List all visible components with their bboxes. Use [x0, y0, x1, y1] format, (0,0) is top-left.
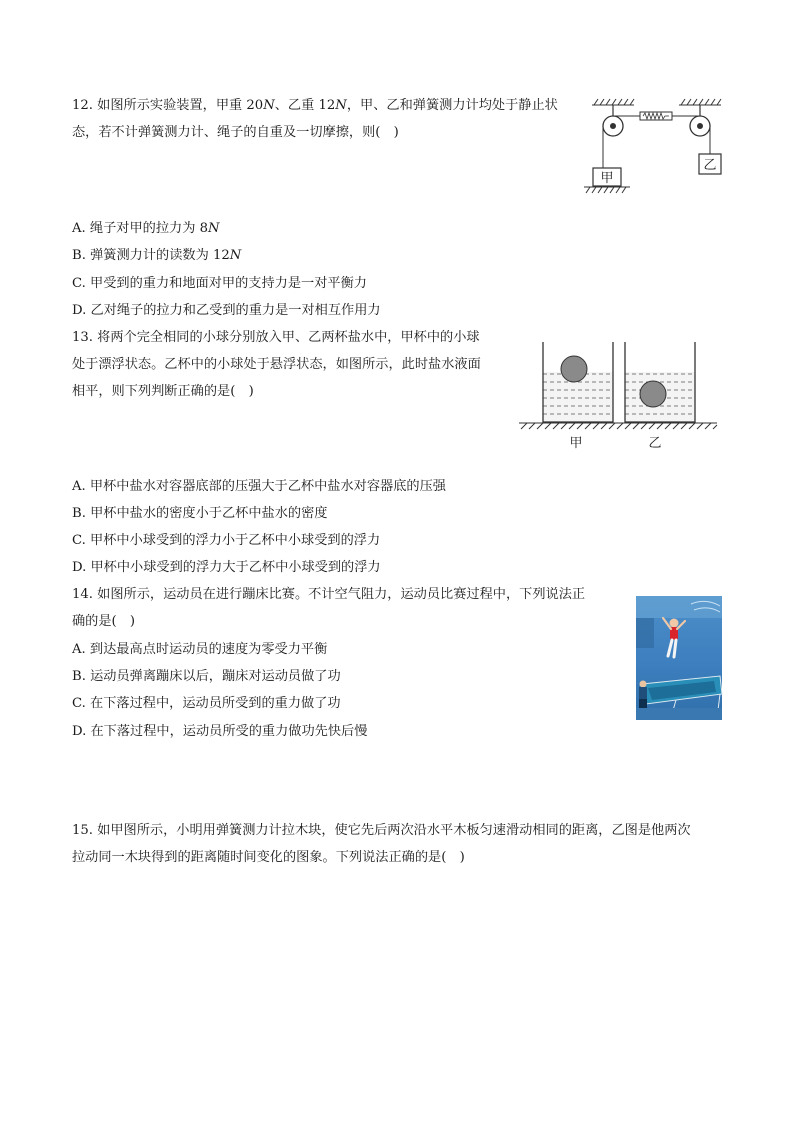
ceiling-hatch-left: [592, 99, 634, 105]
q13-option-d: D. 甲杯中小球受到的浮力大于乙杯中小球受到的浮力: [72, 560, 381, 575]
q14-stem-line1: 14. 如图所示，运动员在进行蹦床比赛。不计空气阻力，运动员比赛过程中，下列说法正: [72, 587, 586, 602]
cup-jia: [543, 342, 613, 422]
q14-stem-line2: 确的是( ): [72, 614, 136, 629]
cup-yi-label: 乙: [648, 436, 662, 451]
cup-yi: [625, 342, 695, 422]
q15-stem-line1: 15. 如甲图所示，小明用弹簧测力计拉木块，使它先后两次沿水平木板匀速滑动相同的距离，乙图是他两次: [72, 823, 691, 838]
q12-stem-line2: 态，若不计弹簧测力计、绳子的自重及一切摩擦，则( ): [72, 125, 399, 140]
ceiling-hatch-right: [679, 99, 721, 105]
cup-jia-label: 甲: [569, 436, 583, 451]
q13-option-a: A. 甲杯中盐水对容器底部的压强大于乙杯中盐水对容器底的压强: [72, 479, 446, 494]
q12-option-a: A. 绳子对甲的拉力为 8N: [72, 221, 220, 236]
q12-option-c: C. 甲受到的重力和地面对甲的支持力是一对平衡力: [72, 276, 367, 291]
q12-pulley-figure: [584, 96, 724, 196]
q15-stem-line2: 拉动同一木块得到的距离随时间变化的图象。下列说法正确的是( ): [72, 850, 465, 865]
ball-floating: [561, 356, 587, 382]
ball-suspended: [640, 381, 666, 407]
q12-stem-line1: 12. 如图所示实验装置，甲重 20N、乙重 12N，甲、乙和弹簧测力计均处于静止状: [72, 98, 558, 113]
spotter-figure: [639, 681, 647, 709]
table-hatch: [519, 423, 717, 429]
q12-option-d: D. 乙对绳子的拉力和乙受到的重力是一对相互作用力: [72, 303, 381, 318]
q12-option-b: B. 弹簧测力计的读数为 12N: [72, 248, 242, 263]
q13-stem-line3: 相平，则下列判断正确的是( ): [72, 384, 254, 399]
q14-option-b: B. 运动员弹离蹦床以后，蹦床对运动员做了功: [72, 669, 341, 684]
q14-option-a: A. 到达最高点时运动员的速度为零受力平衡: [72, 642, 328, 657]
q13-stem-line2: 处于漂浮状态。乙杯中的小球处于悬浮状态，如图所示，此时盐水液面: [72, 357, 481, 372]
ground-hatch: [584, 187, 630, 193]
q14-option-d: D. 在下落过程中，运动员所受的重力做功先快后慢: [72, 724, 368, 739]
q13-cups-figure: [519, 340, 719, 452]
q13-option-b: B. 甲杯中盐水的密度小于乙杯中盐水的密度: [72, 506, 328, 521]
q14-option-c: C. 在下落过程中，运动员所受到的重力做了功: [72, 696, 341, 711]
q14-trampoline-photo: [636, 596, 722, 720]
q13-option-c: C. 甲杯中小球受到的浮力小于乙杯中小球受到的浮力: [72, 533, 381, 548]
q13-stem-line1: 13. 将两个完全相同的小球分别放入甲、乙两杯盐水中，甲杯中的小球: [72, 330, 480, 345]
block-yi-label: 乙: [703, 158, 717, 173]
block-jia-label: 甲: [600, 171, 614, 186]
